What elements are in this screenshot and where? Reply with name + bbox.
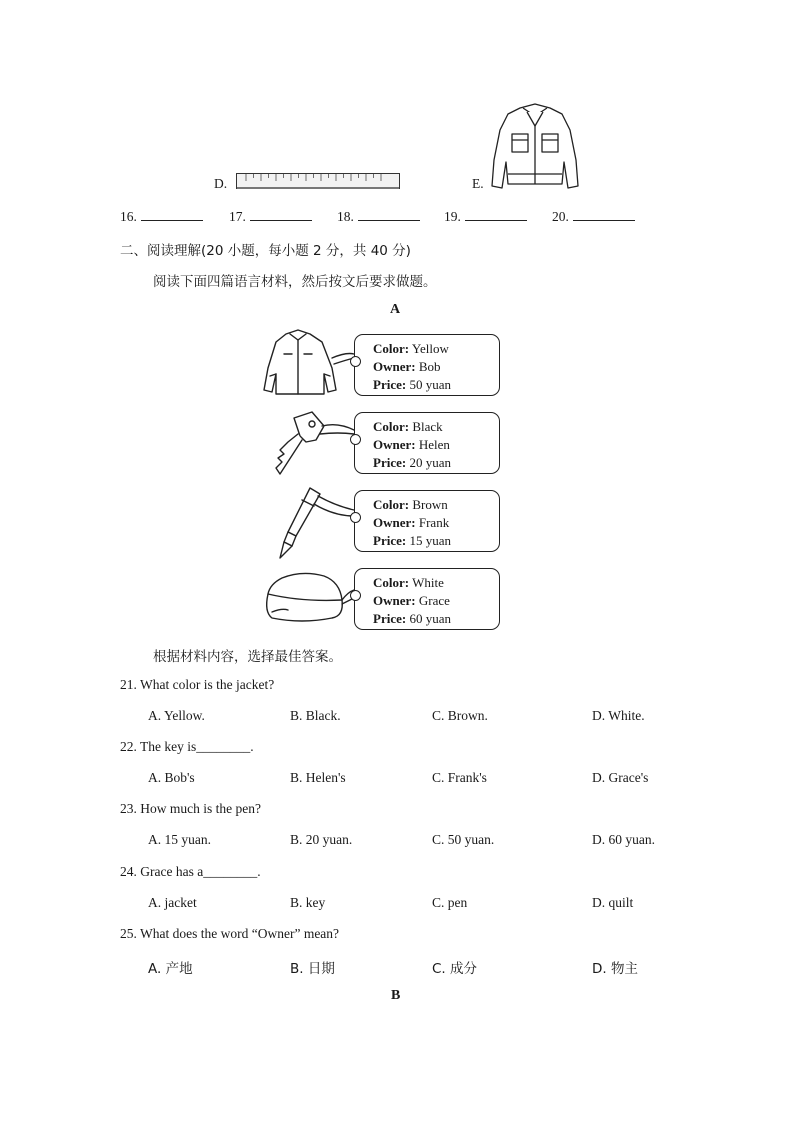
q25-option-d[interactable]: D. 物主: [592, 961, 638, 977]
passage-a-task: 根据材料内容，选择最佳答案。: [153, 649, 342, 665]
passage-a-label: A: [390, 302, 401, 317]
question-25-stem: 25. What does the word “Owner” mean?: [120, 926, 340, 941]
key-icon: [276, 412, 354, 474]
q24-option-b[interactable]: B. key: [290, 895, 326, 910]
question-24-stem: 24. Grace has a________.: [120, 864, 261, 879]
passage-b-label: B: [391, 988, 401, 1003]
ring-icon: [350, 356, 361, 367]
answer-blank-18[interactable]: 18.: [337, 208, 420, 225]
option-e-label: E.: [472, 176, 484, 191]
q23-option-c[interactable]: C. 50 yuan.: [432, 832, 495, 847]
question-23-stem: 23. How much is the pen?: [120, 801, 261, 816]
ring-icon: [350, 590, 361, 601]
question-22-stem: 22. The key is________.: [120, 739, 254, 754]
q21-option-a[interactable]: A. Yellow.: [148, 708, 205, 723]
tag-pen: Color: Brown Owner: Frank Price: 15 yuan: [354, 490, 500, 552]
q25-option-a[interactable]: A. 产地: [148, 961, 193, 977]
ring-icon: [350, 512, 361, 523]
section-title: 二、阅读理解(20 小题，每小题 2 分，共 40 分): [120, 243, 411, 259]
option-d-label: D.: [214, 176, 228, 191]
jacket-icon: [264, 330, 354, 394]
q25-option-b[interactable]: B. 日期: [290, 961, 335, 977]
tag-quilt: Color: White Owner: Grace Price: 60 yuan: [354, 568, 500, 630]
ring-icon: [350, 434, 361, 445]
question-21-stem: 21. What color is the jacket?: [120, 677, 275, 692]
tag-key: Color: Black Owner: Helen Price: 20 yuan: [354, 412, 500, 474]
q21-option-b[interactable]: B. Black.: [290, 708, 341, 723]
answer-blank-16[interactable]: 16.: [120, 208, 203, 225]
jacket-image-large: [490, 100, 580, 192]
q24-option-a[interactable]: A. jacket: [148, 895, 197, 910]
answer-blank-20[interactable]: 20.: [552, 208, 635, 225]
section-instruction: 阅读下面四篇语言材料，然后按文后要求做题。: [153, 274, 437, 290]
tag-jacket: Color: Yellow Owner: Bob Price: 50 yuan: [354, 334, 500, 396]
q21-option-c[interactable]: C. Brown.: [432, 708, 488, 723]
q23-option-a[interactable]: A. 15 yuan.: [148, 832, 211, 847]
q23-option-b[interactable]: B. 20 yuan.: [290, 832, 353, 847]
pen-icon: [280, 488, 354, 558]
item-illustrations: [262, 328, 358, 648]
q24-option-c[interactable]: C. pen: [432, 895, 468, 910]
answer-blank-19[interactable]: 19.: [444, 208, 527, 225]
q22-option-b[interactable]: B. Helen's: [290, 770, 346, 785]
q22-option-c[interactable]: C. Frank's: [432, 770, 487, 785]
q23-option-d[interactable]: D. 60 yuan.: [592, 832, 655, 847]
quilt-icon: [267, 573, 354, 621]
answer-blank-17[interactable]: 17.: [229, 208, 312, 225]
q21-option-d[interactable]: D. White.: [592, 708, 645, 723]
q22-option-a[interactable]: A. Bob's: [148, 770, 195, 785]
q22-option-d[interactable]: D. Grace's: [592, 770, 649, 785]
ruler-image: [236, 173, 400, 190]
q25-option-c[interactable]: C. 成分: [432, 961, 478, 977]
q24-option-d[interactable]: D. quilt: [592, 895, 634, 910]
